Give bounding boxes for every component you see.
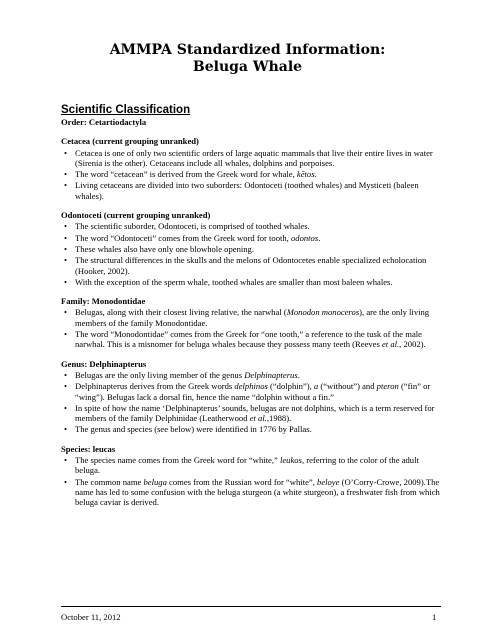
list-text: (“without”) and <box>318 381 377 392</box>
section-subheading: Cetacea (current grouping unranked) <box>61 136 199 147</box>
title-line-2: Beluga Whale <box>192 59 303 75</box>
bullet-icon: • <box>64 381 68 392</box>
list-text: These whales also have only one blowhole opening. <box>75 243 254 254</box>
list-text: The species name comes from the Greek word for “white,” <box>75 455 280 466</box>
italic-term: Monodon monoceros <box>286 307 360 318</box>
bullet-icon: • <box>64 276 68 287</box>
italic-term: beloye <box>317 476 340 487</box>
section-subheading: Odontoceti (current grouping unranked) <box>61 210 211 221</box>
list-text: , referring to the color of the adult beluga. <box>75 455 419 476</box>
section-subheading: Species: leucas <box>61 443 116 454</box>
page-number: 1 <box>432 612 437 622</box>
bullet-icon: • <box>64 424 68 435</box>
bullet-icon: • <box>64 147 68 158</box>
italic-term: odontos <box>290 232 319 243</box>
list-item <box>61 381 441 402</box>
list-item <box>61 277 441 287</box>
list-text: Belugas, along with their closest living relative, the narwhal ( <box>75 307 287 318</box>
bullet-icon: • <box>64 180 68 191</box>
list-text: (“fin” or “wing”). Belugas lack a dorsal fin, hence the name “dolphin without a fin.” <box>75 381 431 402</box>
bullet-list <box>61 148 441 201</box>
italic-term: pteron <box>376 381 399 392</box>
bullet-icon: • <box>64 221 68 232</box>
list-text: , 2002). <box>399 339 426 350</box>
list-text: (O’Corry-Crowe, 2009).The name has led to some confusion with the beluga sturgeon (a white sturgeon), a freshwater fish from which beluga caviar is derived. <box>75 476 440 508</box>
section-subheading: Genus: Delphinapterus <box>61 358 147 369</box>
list-item <box>61 233 441 243</box>
list-text: comes from the Russian word for “white”, <box>166 476 318 487</box>
bullet-icon: • <box>64 307 68 318</box>
list-text: The genus and species (see below) were identified in 1776 by Pallas. <box>75 424 312 435</box>
list-text: . <box>297 369 300 380</box>
list-text: Delphinapterus derives from the Greek words <box>75 381 235 392</box>
order-label: Order: Cetartiodactyla <box>61 117 147 127</box>
list-item <box>61 477 441 508</box>
list-text: The scientific suborder, Odontoceti, is comprised of toothed whales. <box>75 221 310 232</box>
bullet-list <box>61 370 441 435</box>
list-text: With the exception of the sperm whale, toothed whales are smaller than most baleen whales. <box>75 276 393 287</box>
list-text: Living cetaceans are divided into two suborders: Odontoceti (toothed whales) and Mysticeti (baleen whales). <box>75 180 419 201</box>
list-text: (“dolphin”), <box>267 381 314 392</box>
italic-term: leukos <box>279 455 302 466</box>
bullet-icon: • <box>64 369 68 380</box>
list-item <box>61 255 441 276</box>
bullet-icon: • <box>64 455 68 466</box>
title-line-1: AMMPA Standardized Information: <box>109 42 386 58</box>
italic-term: et al. <box>249 413 267 424</box>
bullet-icon: • <box>64 476 68 487</box>
list-text: ), are the only living members of the family Monodontidae. <box>75 307 430 328</box>
list-text: The word “Odontoceti” comes from the Greek word for tooth, <box>75 232 291 243</box>
list-text: The word “Monodontidae” comes from the Greek for “one tooth,” a reference to the tusk of the male narwhal. This is a misnomer for beluga whales because they possess many teeth (Reeves <box>75 329 422 350</box>
bullet-icon: • <box>64 402 68 413</box>
list-item <box>61 403 441 424</box>
list-item <box>61 148 441 169</box>
list-item <box>61 180 441 201</box>
list-text: In spite of how the name ‘Delphinapterus’ sounds, belugas are not dolphins, which is a term reserved for members of the family Delphinidae (Leatherwood <box>75 402 435 424</box>
list-text: The common name <box>75 476 144 487</box>
footer-divider <box>61 606 441 607</box>
footer-date: October 11, 2012 <box>61 612 121 622</box>
bullet-icon: • <box>64 169 68 180</box>
list-text: Belugas are the only living member of the genus <box>75 369 245 380</box>
bullet-icon: • <box>64 243 68 254</box>
list-item <box>61 455 441 476</box>
bullet-icon: • <box>64 232 68 243</box>
list-text: Cetacea is one of only two scientific orders of large aquatic mammals that live their entire lives in water (Sirenia is the other). Cetaceans include all whales, dolphins and porpoises. <box>75 147 433 168</box>
list-item <box>61 370 441 380</box>
list-item <box>61 169 441 179</box>
list-text: The structural differences in the skulls and the melons of Odontocetes enable specialized echolocation (Hooker, 2002). <box>75 255 427 276</box>
italic-term: delphinos <box>234 381 268 392</box>
list-item <box>61 329 441 350</box>
italic-term: et al. <box>381 339 400 350</box>
bullet-icon: • <box>64 329 68 340</box>
bullet-icon: • <box>64 255 68 266</box>
list-text: . <box>318 232 321 243</box>
section-subheading: Family: Monodontidae <box>61 296 146 307</box>
list-text: The word “cetacean” is derived from the Greek word for whale, <box>75 169 297 180</box>
italic-term: kētos <box>296 169 315 180</box>
list-text: ,1988). <box>266 413 292 424</box>
classification-sections <box>61 136 441 507</box>
list-item <box>61 424 441 434</box>
italic-term: Delphinapterus <box>244 369 298 380</box>
document-title <box>0 42 495 76</box>
section-heading: Scientific Classification <box>61 104 191 116</box>
document-body <box>61 104 441 508</box>
list-item <box>61 244 441 254</box>
bullet-list <box>61 221 441 287</box>
italic-term: a <box>313 381 319 392</box>
italic-term: beluga <box>143 476 167 487</box>
list-item <box>61 307 441 328</box>
bullet-list <box>61 307 441 349</box>
bullet-list <box>61 455 441 507</box>
list-item <box>61 221 441 231</box>
list-text: . <box>314 169 317 180</box>
